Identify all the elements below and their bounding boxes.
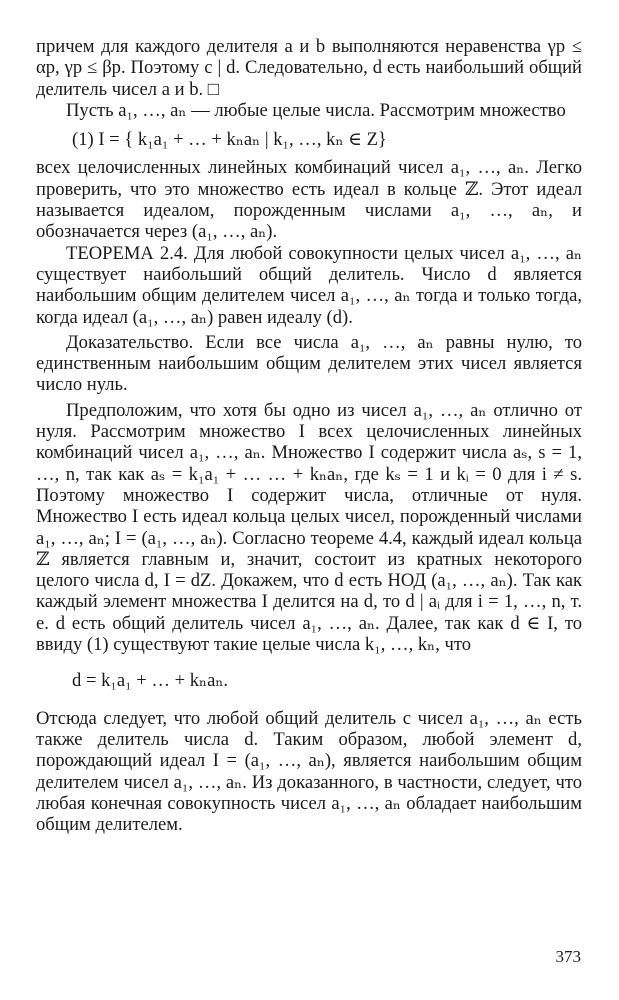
proof-zero-case: Доказательство. Если все числа a₁, …, aₙ равны нулю, то единственным наибольшим общим делителем этих чисел является число нуль. — [36, 331, 582, 396]
proof-conclusion: Отсюда следует, что любой общий делитель c чисел a₁, …, aₙ есть также делитель числа d. Таким образом, любой элемент d, порождающий идеал I = (a₁, …, aₙ), является наибольшим общим делителем чисел a₁, …, aₙ. Из доказанного, в частности, следует, что любая конечная совокупность чисел a₁, …, aₙ обладает наибольшим общим делителем. — [36, 707, 582, 836]
proof-main-argument: Предположим, что хотя бы одно из чисел a₁, …, aₙ отлично от нуля. Рассмотрим множество I всех целочисленных линейных комбинаций чисел a₁, …, aₙ. Множество I содержит числа aₛ, s = 1, …, n, так как aₛ = k₁a₁ + … … + kₙaₙ, где kₛ = 1 и kᵢ = 0 для i ≠ s. Поэтому множество I содержит числа, отличные от нуля. Множество I есть идеал кольца целых чисел, порожденный числами a₁, …, aₙ; I = (a₁, …, aₙ). Согласно теореме 4.4, каждый идеал кольца ℤ является главным и, значит, состоит из кратных некоторого целого числа d, I = dZ. Докажем, что d есть НОД (a₁, …, aₙ). Так как каждый элемент множества I делится на d, то d | aᵢ для i = 1, …, n, т. е. d есть общий делитель чисел a₁, …, aₙ. Далее, так как d ∈ I, то ввиду (1) существуют такие целые числа k₁, …, kₙ, что — [36, 399, 582, 656]
formula-ideal-set: (1) I = { k₁a₁ + … + kₙaₙ | k₁, …, kₙ ∈ Z} — [72, 129, 387, 151]
theorem-2-4: ТЕОРЕМА 2.4. Для любой совокупности целых чисел a₁, …, aₙ существует наибольший общий делитель. Число d является наибольшим общим делителем чисел a₁, …, aₙ тогда и только тогда, когда идеал (a₁, …, aₙ) равен идеалу (d). — [36, 242, 582, 328]
paragraph-define-set: Пусть a₁, …, aₙ — любые целые числа. Рассмотрим множество — [66, 99, 566, 121]
paragraph-ideal-definition: всех целочисленных линейных комбинаций чисел a₁, …, aₙ. Легко проверить, что это множество есть идеал в кольце ℤ. Этот идеал называется идеалом, порожденным числами a₁, …, aₙ, и обозначается через (a₁, …, aₙ). — [36, 157, 582, 243]
paragraph-gcd-conclusion: причем для каждого делителя a и b выполняются неравенства γp ≤ αp, γp ≤ βp. Поэтому c | d. Следовательно, d есть наибольший общий делитель чисел a и b. □ — [36, 36, 582, 100]
text-page — [36, 36, 582, 835]
page-number: 373 — [555, 947, 581, 966]
formula-d-combination: d = k₁a₁ + … + kₙaₙ. — [72, 670, 229, 692]
